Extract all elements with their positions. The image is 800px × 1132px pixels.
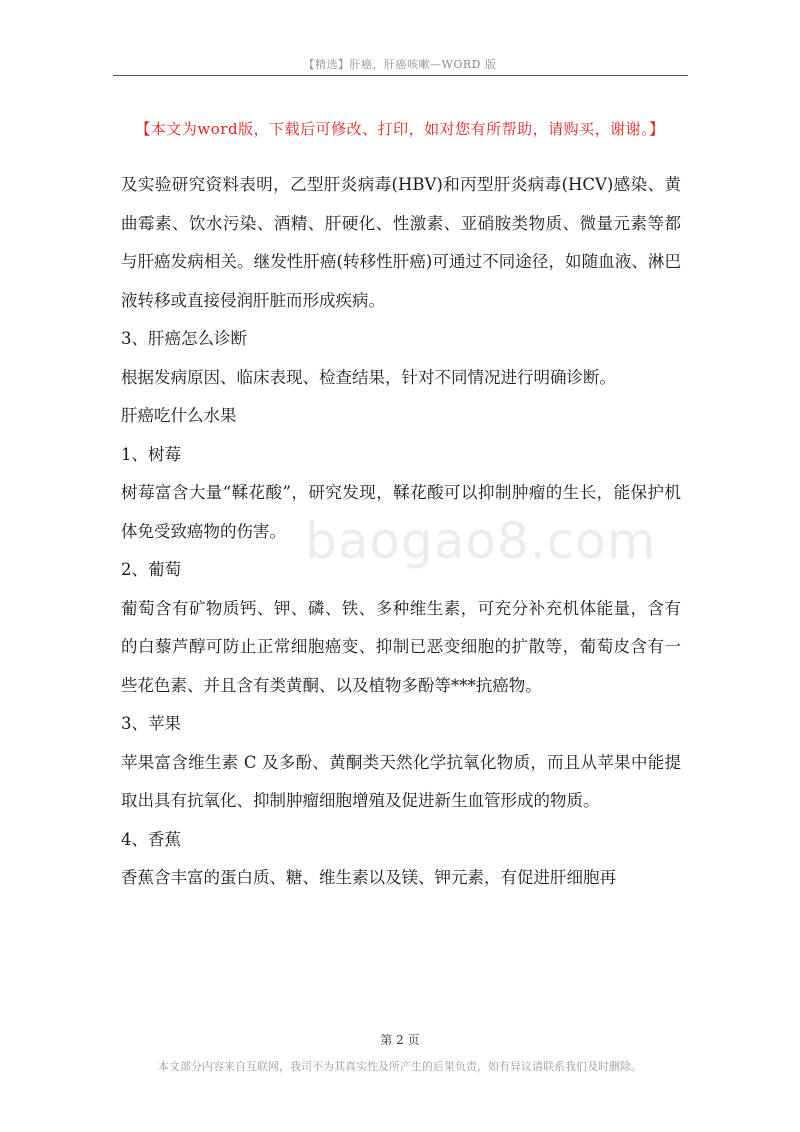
header-divider xyxy=(113,75,688,76)
heading-banana: 4、香蕉 xyxy=(121,829,181,849)
paragraph-causes: 及实验研究资料表明，乙型肝炎病毒(HBV)和丙型肝炎病毒(HCV)感染、黄曲霉素、饮水污染、酒精、肝硬化、性激素、亚硝胺类物质、微量元素等都与肝癌发病相关。继发性肝癌(转移性肝癌)可通过不同途径，如随血液、淋巴液转移或直接侵润肝脏而形成疾病。 xyxy=(121,175,681,310)
paragraph-apple: 苹果富含维生素 C 及多酚、黄酮类天然化学抗氧化物质，而且从苹果中能提取出具有抗氧化、抑制肿瘤细胞增殖及促进新生血管形成的物质。 xyxy=(121,752,681,810)
paragraph-grape: 葡萄含有矿物质钙、钾、磷、铁、多种维生素，可充分补充机体能量，含有的白藜芦醇可防止正常细胞癌变、抑制已恶变细胞的扩散等，葡萄皮含有一些花色素、并且含有类黄酮、以及植物多酚等***抗癌物。 xyxy=(121,598,681,695)
paragraph-diagnosis: 根据发病原因、临床表现、检查结果，针对不同情况进行明确诊断。 xyxy=(121,367,616,387)
heading-diagnosis: 3、肝癌怎么诊断 xyxy=(121,329,247,348)
page-number: 第 2 页 xyxy=(380,1033,420,1047)
heading-grape: 2、葡萄 xyxy=(121,560,181,579)
paragraph-banana: 香蕉含丰富的蛋白质、糖、维生素以及镁、钾元素，有促进肝细胞再 xyxy=(121,868,616,887)
page-header-title: 【精选】肝癌，肝癌咳嗽—WORD 版 xyxy=(303,58,497,71)
footer-disclaimer: 本文部分内容来自互联网，我司不为其真实性及所产生的后果负责，如有异议请联系我们及时删除。 xyxy=(158,1060,642,1073)
heading-apple: 3、苹果 xyxy=(121,714,181,733)
heading-fruits: 肝癌吃什么水果 xyxy=(121,406,237,425)
heading-raspberry: 1、树莓 xyxy=(121,444,181,464)
word-version-notice: 【本文为word版，下载后可修改、打印，如对您有所帮助，请购买，谢谢。】 xyxy=(135,120,665,138)
paragraph-raspberry: 树莓富含大量“鞣花酸”，研究发现，鞣花酸可以抑制肿瘤的生长，能保护机体免受致癌物的伤害。 xyxy=(121,483,681,541)
watermark: baogao8.com xyxy=(305,512,657,570)
